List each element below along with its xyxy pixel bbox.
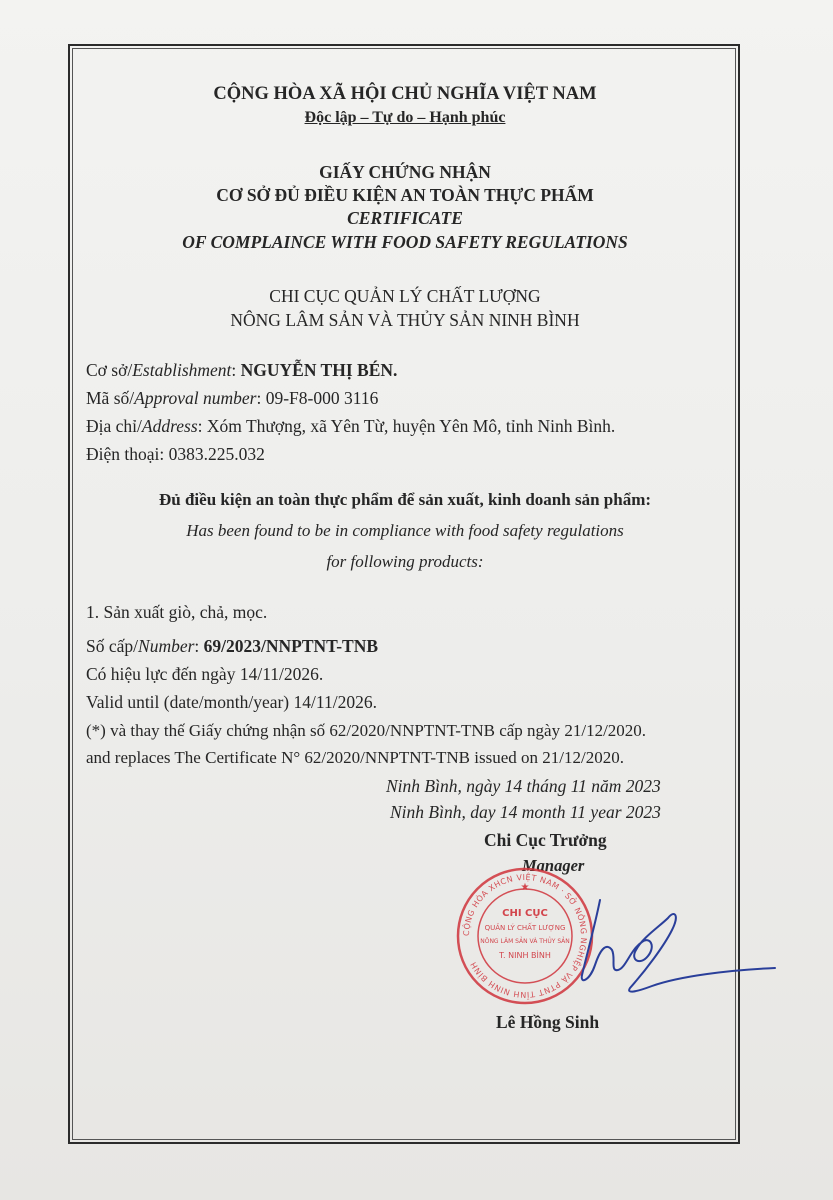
signatory-title-en: Manager [522,856,585,875]
stamp-ring-text: CỘNG HÒA XHCN VIỆT NAM · SỞ NÔNG NGHIỆP VÀ PTNT TỈNH NINH BÌNH [461,872,589,1000]
establishment-value: NGUYỄN THỊ BÉN. [240,360,398,380]
stamp-line1: CHI CỤC [502,908,548,919]
signatory-name: Lê Hồng Sinh [496,1012,600,1032]
handwritten-signature [560,880,780,1015]
address-sep: : [197,416,207,436]
approval-row [86,388,378,409]
stamp-line4: T. NINH BÌNH [499,951,551,960]
stamp-star-icon: ★ [520,882,530,893]
national-motto: Độc lập – Tự do – Hạnh phúc [304,109,506,126]
replaces-vi: (*) và thay thế Giấy chứng nhận số 62/2020/NNPTNT-TNB cấp ngày 21/12/2020. [86,721,647,740]
number-sep: : [194,636,204,656]
compliance-en-line1: Has been found to be in compliance with food safety regulations [186,521,624,540]
validity-en: Valid until (date/month/year) 14/11/2026. [86,692,377,712]
issue-date-en: Ninh Bình, day 14 month 11 year 2023 [390,802,661,822]
certificate-subtitle-en: OF COMPLAINCE WITH FOOD SAFETY REGULATIONS [182,232,628,252]
issuer-line1: CHI CỤC QUẢN LÝ CHẤT LƯỢNG [269,286,541,306]
signatory-title-vi: Chi Cục Trưởng [484,830,607,850]
certificate-title-vi: GIẤY CHỨNG NHẬN [319,162,491,182]
address-label-vi: Địa chỉ/ [86,416,142,436]
phone-row: Điện thoại: 0383.225.032 [86,444,265,464]
certificate-subtitle-vi: CƠ SỞ ĐỦ ĐIỀU KIỆN AN TOÀN THỰC PHẨM [216,185,594,205]
number-label-vi: Số cấp/ [86,636,139,656]
approval-label-vi: Mã số/ [86,388,135,408]
product-item-1: 1. Sản xuất giò, chả, mọc. [86,602,268,622]
establishment-row [86,360,397,381]
replaces-en: and replaces The Certificate N° 62/2020/NNPTNT-TNB issued on 21/12/2020. [86,748,624,767]
address-value: Xóm Thượng, xã Yên Từ, huyện Yên Mô, tỉnh Ninh Bình. [206,416,616,436]
compliance-en-line2: for following products: [326,552,484,571]
number-value: 69/2023/NNPTNT-TNB [203,636,379,656]
approval-sep: : [256,388,266,408]
address-label-en: Address [141,416,198,436]
stamp-line2: QUẢN LÝ CHẤT LƯỢNG [484,924,566,932]
number-row [86,636,378,657]
certificate-title-en: CERTIFICATE [347,208,463,228]
issuer-line2: NÔNG LÂM SẢN VÀ THỦY SẢN NINH BÌNH [230,310,580,330]
stamp-line3: NÔNG LÂM SẢN VÀ THỦY SẢN [480,938,570,945]
establishment-sep: : [231,360,241,380]
address-row [86,416,615,437]
number-label-en: Number [138,636,195,656]
approval-label-en: Approval number [134,388,257,408]
establishment-label-en: Establishment [132,360,232,380]
nation-heading: CỘNG HÒA XÃ HỘI CHỦ NGHĨA VIỆT NAM [213,84,597,104]
validity-vi: Có hiệu lực đến ngày 14/11/2026. [86,664,324,684]
approval-value: 09-F8-000 3116 [265,388,379,408]
compliance-vi: Đủ điều kiện an toàn thực phẩm để sản xuất, kinh doanh sản phẩm: [158,490,652,509]
issue-date-vi: Ninh Bình, ngày 14 tháng 11 năm 2023 [386,776,661,796]
establishment-label-vi: Cơ sở/ [86,360,133,380]
